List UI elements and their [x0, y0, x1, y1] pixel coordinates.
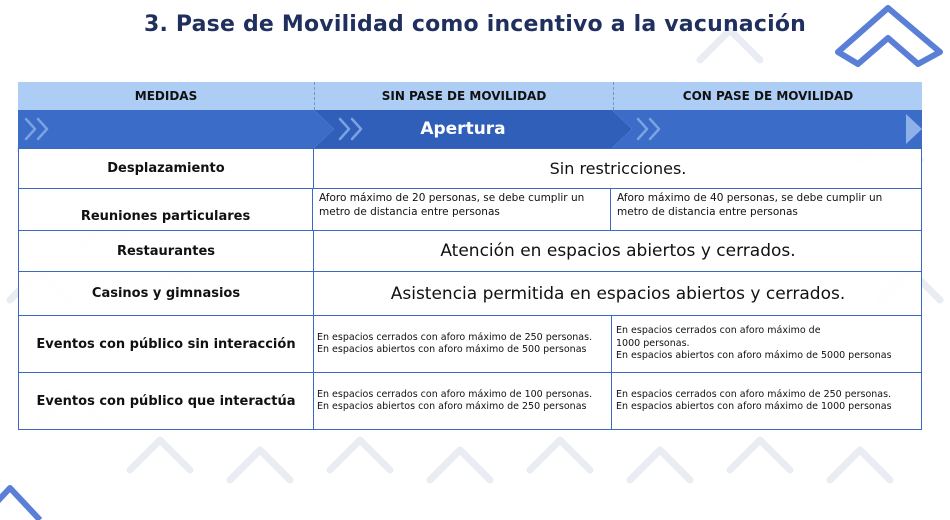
medida-cell: Reuniones particulares: [19, 189, 313, 230]
merged-cell: Asistencia permitida en espacios abiertos y cerrados.: [390, 283, 846, 304]
con-pase-line: En espacios abiertos con aforo máximo de 1000 personas: [616, 401, 892, 412]
con-pase-line: En espacios abiertos con aforo máximo de 5000 personas: [616, 350, 892, 362]
table-row: [19, 271, 921, 315]
table-row: [19, 315, 921, 372]
table-row: [19, 148, 921, 188]
table-row: [19, 372, 921, 429]
table-row: [19, 230, 921, 271]
medida-cell: Eventos con público sin interacción: [19, 316, 314, 372]
sin-pase-line: En espacios cerrados con aforo máximo de 100 personas.: [317, 388, 593, 400]
con-pase-cell: [612, 316, 918, 372]
medida-cell: Desplazamiento: [19, 149, 314, 188]
medida-cell: Eventos con público que interactúa: [19, 373, 314, 429]
sin-pase-cell: [314, 373, 612, 429]
sin-pase-line: En espacios abiertos con aforo máximo de 250 personas: [317, 401, 587, 412]
header-sin-pase: SIN PASE DE MOVILIDAD: [315, 82, 614, 110]
merged-cell: Atención en espacios abiertos y cerrados.: [440, 241, 796, 261]
medida-cell: Casinos y gimnasios: [19, 272, 314, 315]
sin-pase-line: En espacios cerrados con aforo máximo de 250 personas.: [317, 331, 593, 343]
table-header: [18, 82, 922, 110]
page-title: 3. Pase de Movilidad como incentivo a la vacunación: [143, 12, 807, 37]
phase-label: Apertura: [420, 119, 506, 139]
merged-cell: Sin restricciones.: [549, 159, 687, 178]
corner-chevron-bottom-left: [0, 488, 40, 520]
con-pase-line: En espacios cerrados con aforo máximo de 1000 personas.: [616, 325, 821, 349]
header-medidas: MEDIDAS: [18, 82, 315, 110]
phase-band: [18, 110, 922, 148]
con-pase-line: En espacios cerrados con aforo máximo de 250 personas.: [616, 388, 892, 400]
sin-pase-cell: Aforo máximo de 20 personas, se debe cumplir un metro de distancia entre personas: [313, 189, 611, 230]
table-body: [18, 148, 922, 430]
medida-cell: Restaurantes: [19, 231, 314, 271]
measures-table: [18, 82, 922, 430]
header-con-pase: CON PASE DE MOVILIDAD: [682, 89, 854, 103]
con-pase-cell: [612, 373, 918, 429]
table-row: [19, 188, 921, 230]
sin-pase-line: En espacios abiertos con aforo máximo de 500 personas: [317, 344, 587, 355]
con-pase-cell: Aforo máximo de 40 personas, se debe cumplir un metro de distancia entre personas: [617, 192, 883, 218]
sin-pase-cell: [314, 316, 612, 372]
